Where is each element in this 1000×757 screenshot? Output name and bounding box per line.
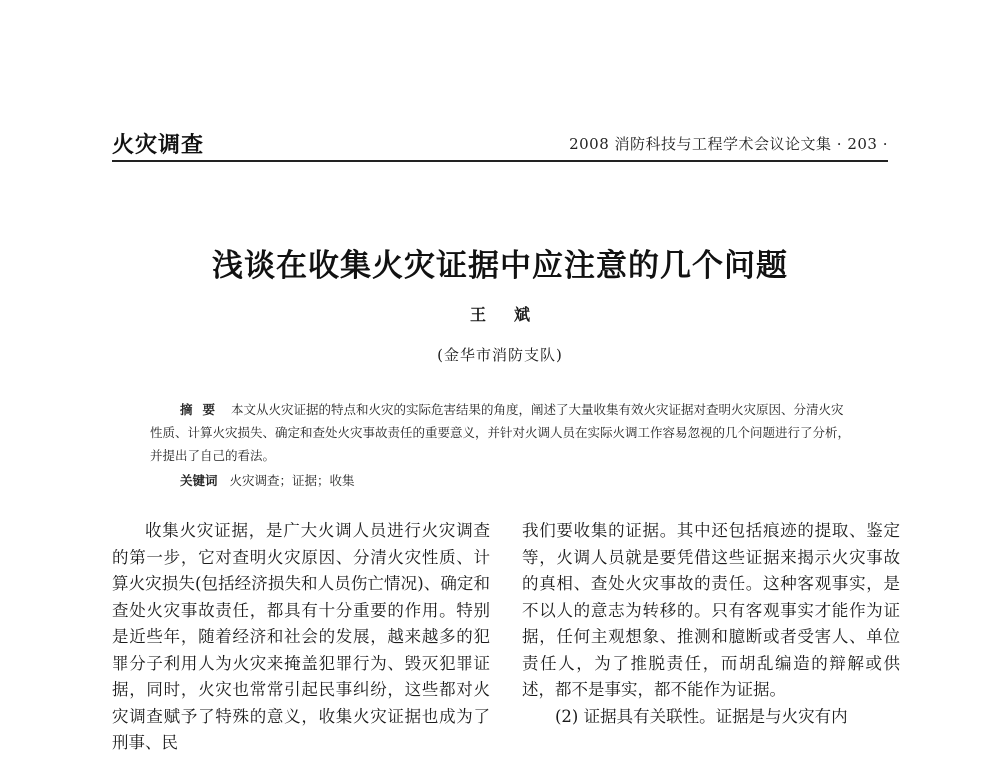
keywords-label: 关键词 bbox=[180, 473, 218, 488]
running-title: 2008 消防科技与工程学术会议论文集 · 203 · bbox=[569, 135, 888, 153]
body-right-column bbox=[522, 518, 900, 730]
abstract-label: 摘要 bbox=[180, 402, 226, 417]
section-heading: 火灾调查 bbox=[112, 133, 205, 158]
author-affiliation: (金华市消防支队) bbox=[437, 346, 563, 364]
right-column-paragraph-2: (2) 证据具有关联性。证据是与火灾有内 bbox=[555, 706, 848, 726]
right-column-paragraph-1: 我们要收集的证据。其中还包括痕迹的提取、鉴定等，火调人员就是要凭借这些证据来揭示火灾事故的真相、查处火灾事故的责任。这种客观事实，是不以人的意志为转移的。只有客观事实才能作为证据，任何主观想象、推测和臆断或者受害人、单位责任人，为了推脱责任，而胡乱编造的辩解或供述，都不是事实，都不能作为证据。 bbox=[522, 521, 900, 699]
abstract bbox=[150, 398, 850, 467]
keywords-text: 火灾调查；证据；收集 bbox=[229, 473, 355, 488]
keywords bbox=[180, 471, 840, 489]
header-divider bbox=[112, 160, 888, 162]
article-author: 王斌 bbox=[469, 305, 558, 324]
article-title: 浅谈在收集火灾证据中应注意的几个问题 bbox=[212, 248, 788, 284]
abstract-text: 本文从火灾证据的特点和火灾的实际危害结果的角度，阐述了大量收集有效火灾证据对查明火灾原因、分清火灾性质、计算火灾损失、确定和查处火灾事故责任的重要意义，并针对火调人员在实际火调工作容易忽视的几个问题进行了分析，并提出了自己的看法。 bbox=[150, 402, 851, 463]
body-left-column: 收集火灾证据，是广大火调人员进行火灾调查的第一步，它对查明火灾原因、分清火灾性质、计算火灾损失(包括经济损失和人员伤亡情况)、确定和查处火灾事故责任，都具有十分重要的作用。特别是近些年，随着经济和社会的发展，越来越多的犯罪分子利用人为火灾来掩盖犯罪行为、毁灭犯罪证据，同时，火灾也常常引起民事纠纷，这些都对火灾调查赋予了特殊的意义，收集火灾证据也成为了刑事、民 bbox=[112, 521, 490, 752]
